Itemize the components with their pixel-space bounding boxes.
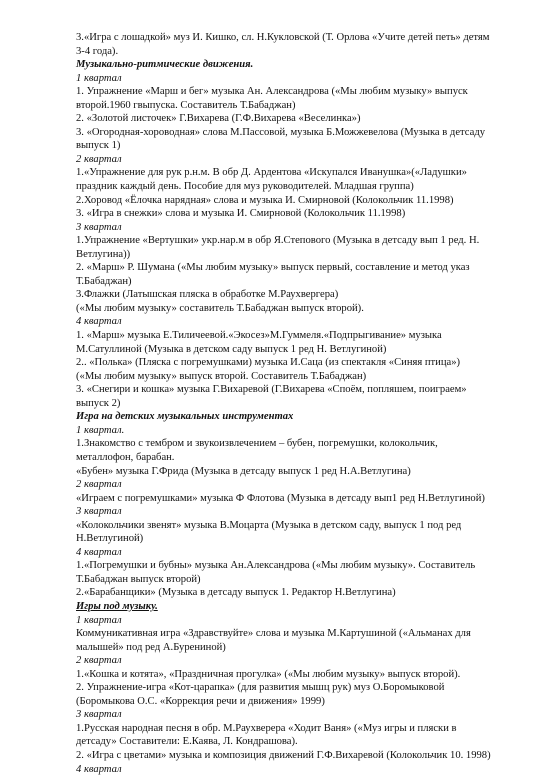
section-heading: Игра на детских музыкальных инструментах	[76, 411, 294, 423]
body-line: Т.Бабаджан выпуск второй)	[76, 573, 201, 585]
body-line: 3. «Игра в снежки» слова и музыка И. Смирновой (Колокольчик 11.1998)	[76, 208, 406, 220]
body-line: 3. «Огородная-хороводная» слова М.Пассовой, музыка Б.Можжевелова (Музыка в детсаду	[76, 126, 486, 138]
body-line: 3-4 года).	[76, 45, 119, 57]
body-line: М.Сатуллиной (Музыка в детском саду выпуск 1 ред Н. Ветлугиной)	[76, 343, 387, 355]
quarter-label: 2 квартал	[76, 655, 122, 667]
body-line: 3. «Снегири и кошка» музыка Г.Вихаревой (Г.Вихарева «Споём, попляшем, поиграем»	[76, 384, 467, 396]
quarter-label: 2 квартал	[76, 479, 122, 491]
body-line: Ветлугина))	[76, 248, 131, 260]
body-line: 2.. «Полька» (Пляска с погремушками) музыка И.Саца (из спектакля «Синяя птица»)	[76, 357, 461, 369]
body-line: 1.Русская народная песня в обр. М.Раухверера «Ходит Ваня» («Муз игры и пляски в	[76, 722, 457, 734]
body-line: 1.«Упражнение для рук р.н.м. В обр Д. Ардентова «Искупался Иванушка»(«Ладушки»	[76, 167, 467, 179]
body-line: 2.«Барабанщики» (Музыка в детсаду выпуск 1. Редактор Н.Ветлугина)	[76, 587, 396, 599]
body-line: Т.Бабаджан)	[76, 275, 132, 287]
body-line: «Бубен» музыка Г.Фрида (Музыка в детсаду выпуск 1 ред Н.А.Ветлугина)	[76, 465, 411, 477]
section-heading: Музыкально-ритмические движения.	[76, 59, 254, 71]
body-line: 1. Упражнение «Марш и бег» музыка Ан. Александрова («Мы любим музыку» выпуск	[76, 86, 468, 98]
section-heading: Игры под музыку.	[76, 600, 158, 612]
body-line: 2. Упражнение-игра «Кот-царапка» (для развития мышц рук) муз О.Боромыковой	[76, 682, 445, 694]
body-line: детсаду» Составители: Е.Каява, Л. Кондрашова).	[76, 736, 298, 748]
body-line: второй.1960 гвыпуска. Составитель Т.Бабаджан)	[76, 99, 296, 111]
body-line: 3.«Игра с лошадкой» муз И. Кишко, сл. Н.Кукловской (Т. Орлова «Учите детей петь» детям	[76, 32, 490, 43]
body-line: («Мы любим музыку» составитель Т.Бабаджан выпуск второй).	[76, 302, 364, 314]
body-line: 2. «Марш» Р. Шумана («Мы любим музыку» выпуск первый, составление и метод указ	[76, 262, 470, 274]
body-line: выпуск 1)	[76, 140, 121, 152]
body-line: 1.«Погремушки и бубны» музыка Ан.Александрова («Мы любим музыку». Составитель	[76, 560, 476, 572]
body-line: (Боромыкова О.С. «Коррекция речи и движения» 1999)	[76, 695, 325, 707]
body-line: 2. «Игра с цветами» музыка и композиция движений Г.Ф.Вихаревой (Колокольчик 10. 1998)	[76, 749, 491, 761]
body-line: 1.Упражнение «Вертушки» укр.нар.м в обр Я.Степового (Музыка в детсаду вып 1 ред. Н.	[76, 235, 480, 247]
body-line: 3.Флажки (Латышская пляска в обработке М.Раухвергера)	[76, 289, 339, 301]
quarter-label: 1 квартал.	[76, 424, 125, 436]
quarter-label: 1 квартал	[76, 72, 122, 84]
body-line: («Мы любим музыку» выпуск второй. Составитель Т.Бабаджан)	[76, 370, 367, 382]
quarter-label: 2 квартал	[76, 153, 122, 165]
body-line: 2.Хоровод «Ёлочка нарядная» слова и музыка И. Смирновой (Колокольчик 11.1998)	[76, 194, 454, 206]
body-line: металлофон, барабан.	[76, 451, 175, 463]
body-line: «Играем с погремушками» музыка Ф Флотова (Музыка в детсаду вып1 ред Н.Ветлугиной)	[76, 492, 485, 504]
body-line: Н.Ветлугиной)	[76, 533, 144, 545]
quarter-label: 1 квартал	[76, 614, 122, 626]
body-line: 1.Знакомство с тембром и звукоизвлечением – бубен, погремушки, колокольчик,	[76, 438, 438, 450]
quarter-label: 4 квартал	[76, 546, 122, 558]
body-line: Коммуникативная игра «Здравствуйте» слова и музыка М.Картушиной («Альманах для	[76, 628, 471, 640]
body-line: 1. «Марш» музыка Е.Тиличеевой.«Экосез»М.Гуммеля.«Подпрыгивание» музыка	[76, 330, 442, 342]
body-line: малышей» под ред А.Бурениной)	[76, 641, 226, 653]
body-line: 2. «Золотой листочек» Г.Вихарева (Г.Ф.Вихарева «Веселинка»)	[76, 113, 361, 125]
quarter-label: 4 квартал	[76, 316, 122, 328]
quarter-label: 3 квартал	[76, 221, 122, 233]
document-page	[76, 31, 508, 776]
body-line: «Колокольчики звенят» музыка В.Моцарта (Музыка в детском саду, выпуск 1 под ред	[76, 519, 462, 531]
quarter-label: 3 квартал	[76, 506, 122, 518]
body-line: 1.«Кошка и котята», «Праздничная прогулка» («Мы любим музыку» выпуск второй).	[76, 668, 461, 680]
quarter-label: 3 квартал	[76, 709, 122, 721]
body-line: выпуск 2)	[76, 397, 121, 409]
quarter-label: 4 квартал	[76, 763, 122, 775]
body-line: праздник каждый день. Пособие для муз руководителей. Младшая группа)	[76, 181, 414, 193]
